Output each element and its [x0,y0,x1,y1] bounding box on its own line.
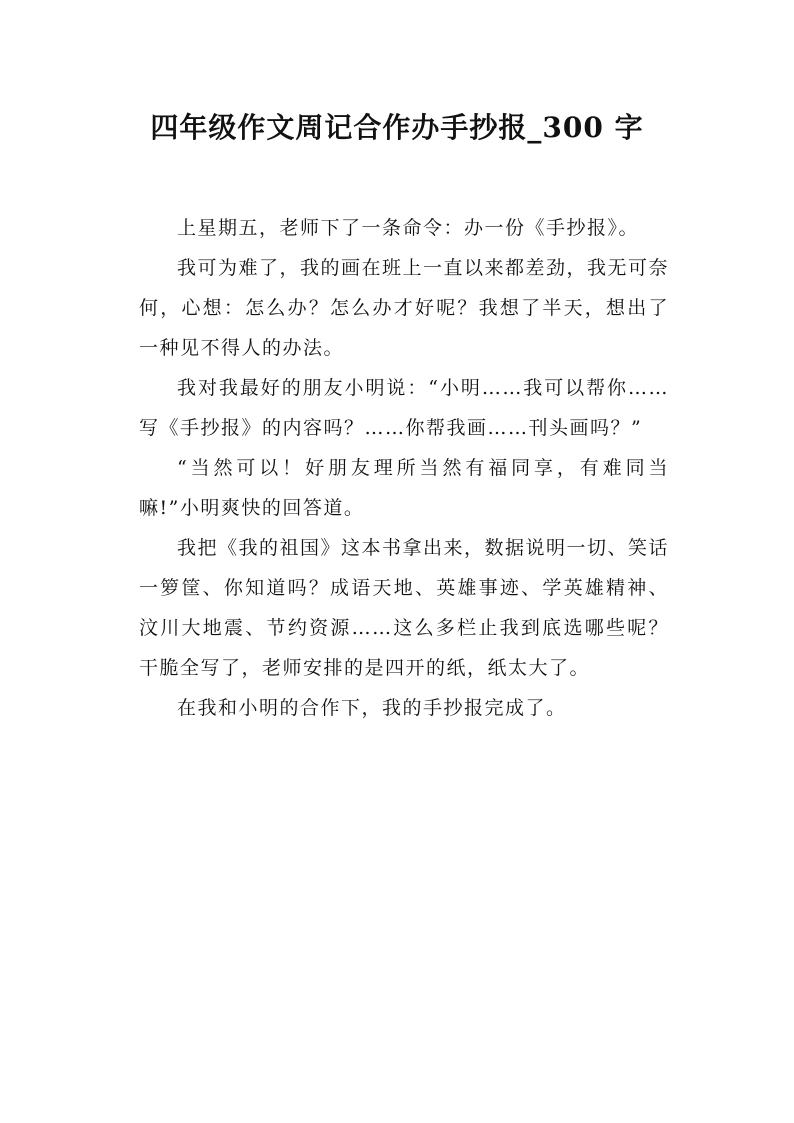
paragraph: 在我和小明的合作下，我的手抄报完成了。 [177,697,567,719]
paragraph: 我可为难了，我的画在班上一直以来都差劲，我无可奈何，心想：怎么办？怎么办才好呢？我想了半天，想出了一种见不得人的办法。 [139,257,670,359]
paragraph: “当然可以！好朋友理所当然有福同享，有难同当嘛!”小明爽快的回答道。 [139,457,669,519]
paragraph: 上星期五，老师下了一条命令：办一份《手抄报》。 [177,217,640,239]
document-title: 四年级作文周记合作办手抄报_300 字 [150,111,644,144]
paragraph: 我把《我的祖国》这本书拿出来，数据说明一切、笑话一箩筐、你知道吗？成语天地、英雄事迹、学英雄精神、汶川大地震、节约资源……这么多栏止我到底选哪些呢？干脆全写了，老师安排的是四开的纸，纸太大了。 [139,537,670,679]
document-body [139,208,669,728]
paragraph: 我对我最好的朋友小明说：“小明……我可以帮你……写《手抄报》的内容吗？……你帮我画……刊头画吗？” [139,377,669,439]
